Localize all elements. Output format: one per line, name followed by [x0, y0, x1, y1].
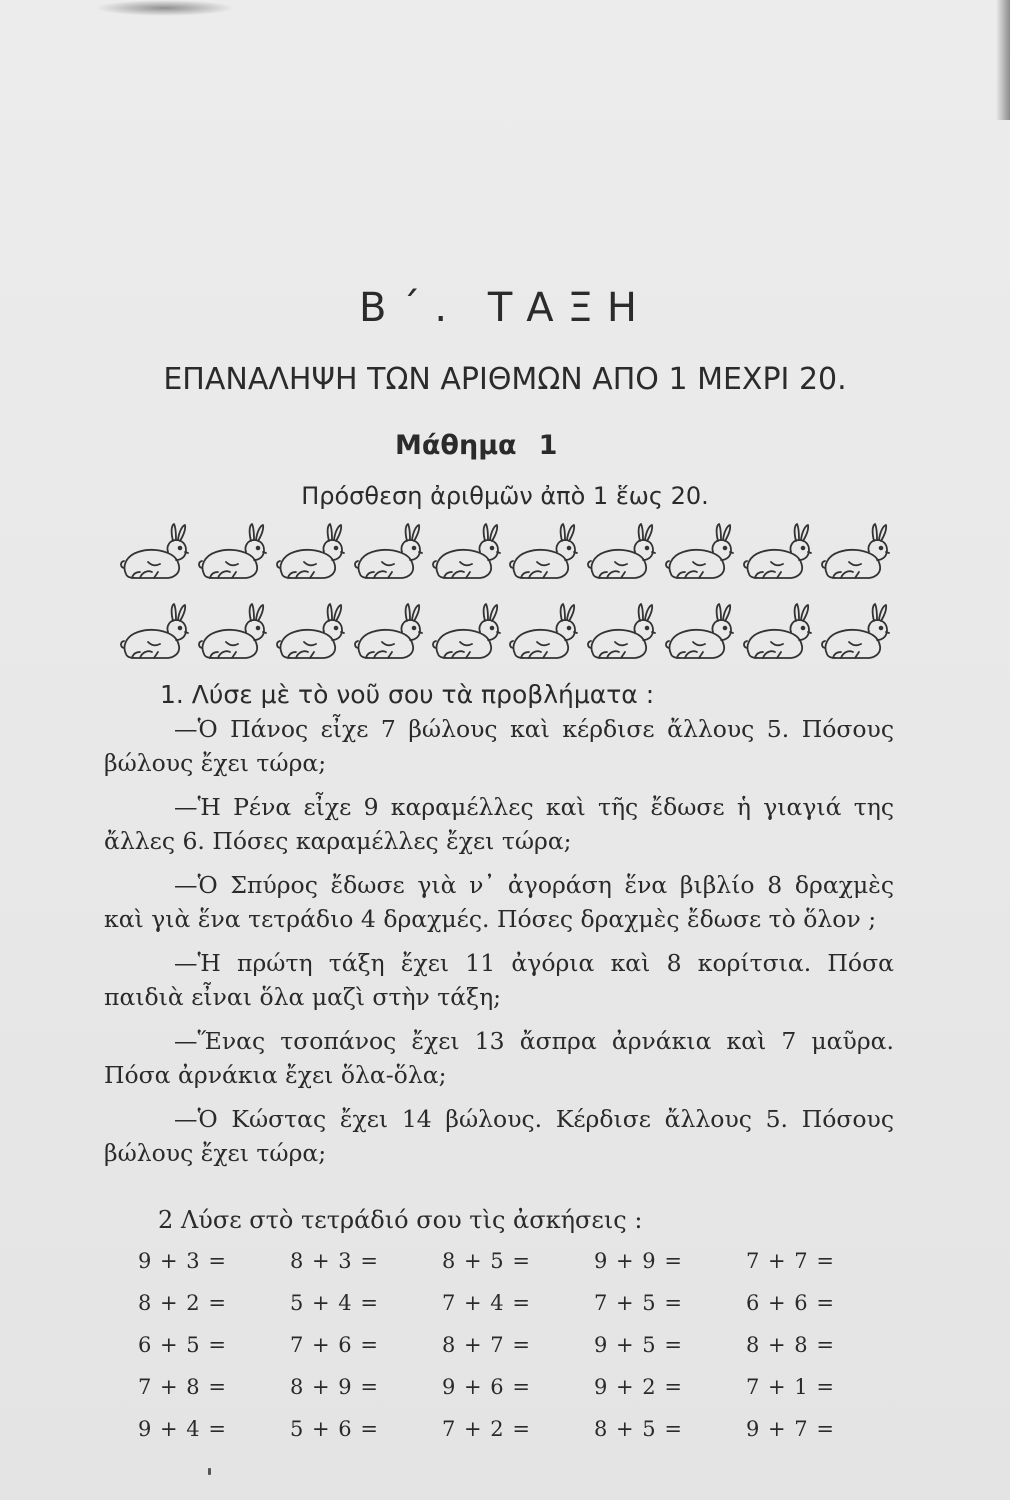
- rabbit-icon: [663, 602, 737, 666]
- exercise: 8 + 7 =: [442, 1333, 531, 1357]
- rabbit-icon: [118, 602, 192, 666]
- exercise: 8 + 5 =: [442, 1249, 531, 1273]
- page-edge-shadow: [996, 0, 1010, 120]
- rabbit-icon: [430, 602, 504, 666]
- exercise: 5 + 6 =: [290, 1417, 379, 1441]
- exercise: 9 + 9 =: [594, 1249, 683, 1273]
- rabbit-icon: [196, 522, 270, 586]
- rabbit-icon: [507, 522, 581, 586]
- lesson-subtitle: Πρόσθεση ἀριθμῶν ἀπὸ 1 ἕως 20.: [301, 482, 709, 510]
- section-title: ΕΠΑΝΑΛΗΨΗ ΤΩΝ ΑΡΙΘΜΩΝ ΑΠΟ 1 ΜΕΧΡΙ 20.: [163, 362, 847, 397]
- exercise: 8 + 8 =: [746, 1333, 835, 1357]
- word-problem: —Ὁ Πάνος εἶχε 7 βώλους καὶ κέρδισε ἄλλους 5. Πόσους βώλους ἔχει τώρα;: [104, 715, 894, 777]
- grade-title: Β΄. ΤΑΞΗ: [358, 285, 652, 331]
- word-problem: —Ἡ πρώτη τάξη ἔχει 11 ἀγόρια καὶ 8 κορίτσια. Πόσα παιδιὰ εἶναι ὅλα μαζὶ στὴν τάξη;: [104, 949, 894, 1011]
- exercise-row: [138, 1240, 898, 1282]
- rabbit-icon: [663, 522, 737, 586]
- rabbit-icon: [585, 602, 659, 666]
- exercise: 8 + 2 =: [138, 1291, 227, 1315]
- rabbit-icon: [819, 602, 893, 666]
- word-problems: [104, 712, 894, 1180]
- exercise: 7 + 4 =: [442, 1291, 531, 1315]
- exercise: 9 + 2 =: [594, 1375, 683, 1399]
- exercise: 7 + 7 =: [746, 1249, 835, 1273]
- exercise: 9 + 6 =: [442, 1375, 531, 1399]
- ink-speck: [208, 1468, 211, 1475]
- addition-exercises: [138, 1240, 898, 1450]
- exercise-row: [138, 1324, 898, 1366]
- task1-heading: 1. Λύσε μὲ τὸ νοῦ σου τὰ προβλήματα :: [160, 680, 655, 709]
- rabbit-icon: [118, 522, 192, 586]
- exercise: 9 + 7 =: [746, 1417, 835, 1441]
- lesson-number: 1: [538, 430, 558, 461]
- lesson-label: Μάθημα: [395, 430, 517, 461]
- exercise-row: [138, 1408, 898, 1450]
- exercise: 5 + 4 =: [290, 1291, 379, 1315]
- rabbit-icon: [741, 602, 815, 666]
- word-problem: —Ὁ Κώστας ἔχει 14 βώλους. Κέρδισε ἄλλους 5. Πόσους βώλους ἔχει τώρα;: [104, 1105, 894, 1167]
- exercise: 8 + 9 =: [290, 1375, 379, 1399]
- exercise: 9 + 5 =: [594, 1333, 683, 1357]
- exercise-row: [138, 1366, 898, 1408]
- exercise: 6 + 5 =: [138, 1333, 227, 1357]
- rabbit-icon: [352, 522, 426, 586]
- exercise-row: [138, 1282, 898, 1324]
- lesson-title: [395, 430, 557, 461]
- rabbit-row-1: [118, 522, 893, 586]
- exercise: 7 + 1 =: [746, 1375, 835, 1399]
- rabbit-icon: [274, 602, 348, 666]
- word-problem: —Ἕνας τσοπάνος ἔχει 13 ἄσπρα ἀρνάκια καὶ 7 μαῦρα. Πόσα ἀρνάκια ἔχει ὅλα-ὅλα;: [104, 1027, 894, 1089]
- exercise: 7 + 2 =: [442, 1417, 531, 1441]
- rabbit-icon: [274, 522, 348, 586]
- exercise: 6 + 6 =: [746, 1291, 835, 1315]
- word-problem: —Ὁ Σπύρος ἔδωσε γιὰ ν᾿ ἀγοράση ἕνα βιβλίο 8 δραχμὲς καὶ γιὰ ἕνα τετράδιο 4 δραχμές. Πόσες δραχμὲς ἔδωσε τὸ ὅλον ;: [104, 871, 894, 933]
- exercise: 7 + 5 =: [594, 1291, 683, 1315]
- exercise: 8 + 5 =: [594, 1417, 683, 1441]
- rabbit-icon: [430, 522, 504, 586]
- exercise: 9 + 3 =: [138, 1249, 227, 1273]
- rabbit-icon: [585, 522, 659, 586]
- task2-heading: 2 Λύσε στὸ τετράδιό σου τὶς ἀσκήσεις :: [158, 1206, 643, 1234]
- scan-smudge: [95, 0, 235, 16]
- exercise: 7 + 8 =: [138, 1375, 227, 1399]
- rabbit-icon: [819, 522, 893, 586]
- exercise: 8 + 3 =: [290, 1249, 379, 1273]
- rabbit-icon: [507, 602, 581, 666]
- word-problem: —Ἡ Ρένα εἶχε 9 καραμέλλες καὶ τῆς ἔδωσε ἡ γιαγιά της ἄλλες 6. Πόσες καραμέλλες ἔχει τώρα;: [104, 793, 894, 855]
- rabbit-row-2: [118, 602, 893, 666]
- exercise: 7 + 6 =: [290, 1333, 379, 1357]
- rabbit-icon: [196, 602, 270, 666]
- exercise: 9 + 4 =: [138, 1417, 227, 1441]
- rabbit-icon: [741, 522, 815, 586]
- rabbit-icon: [352, 602, 426, 666]
